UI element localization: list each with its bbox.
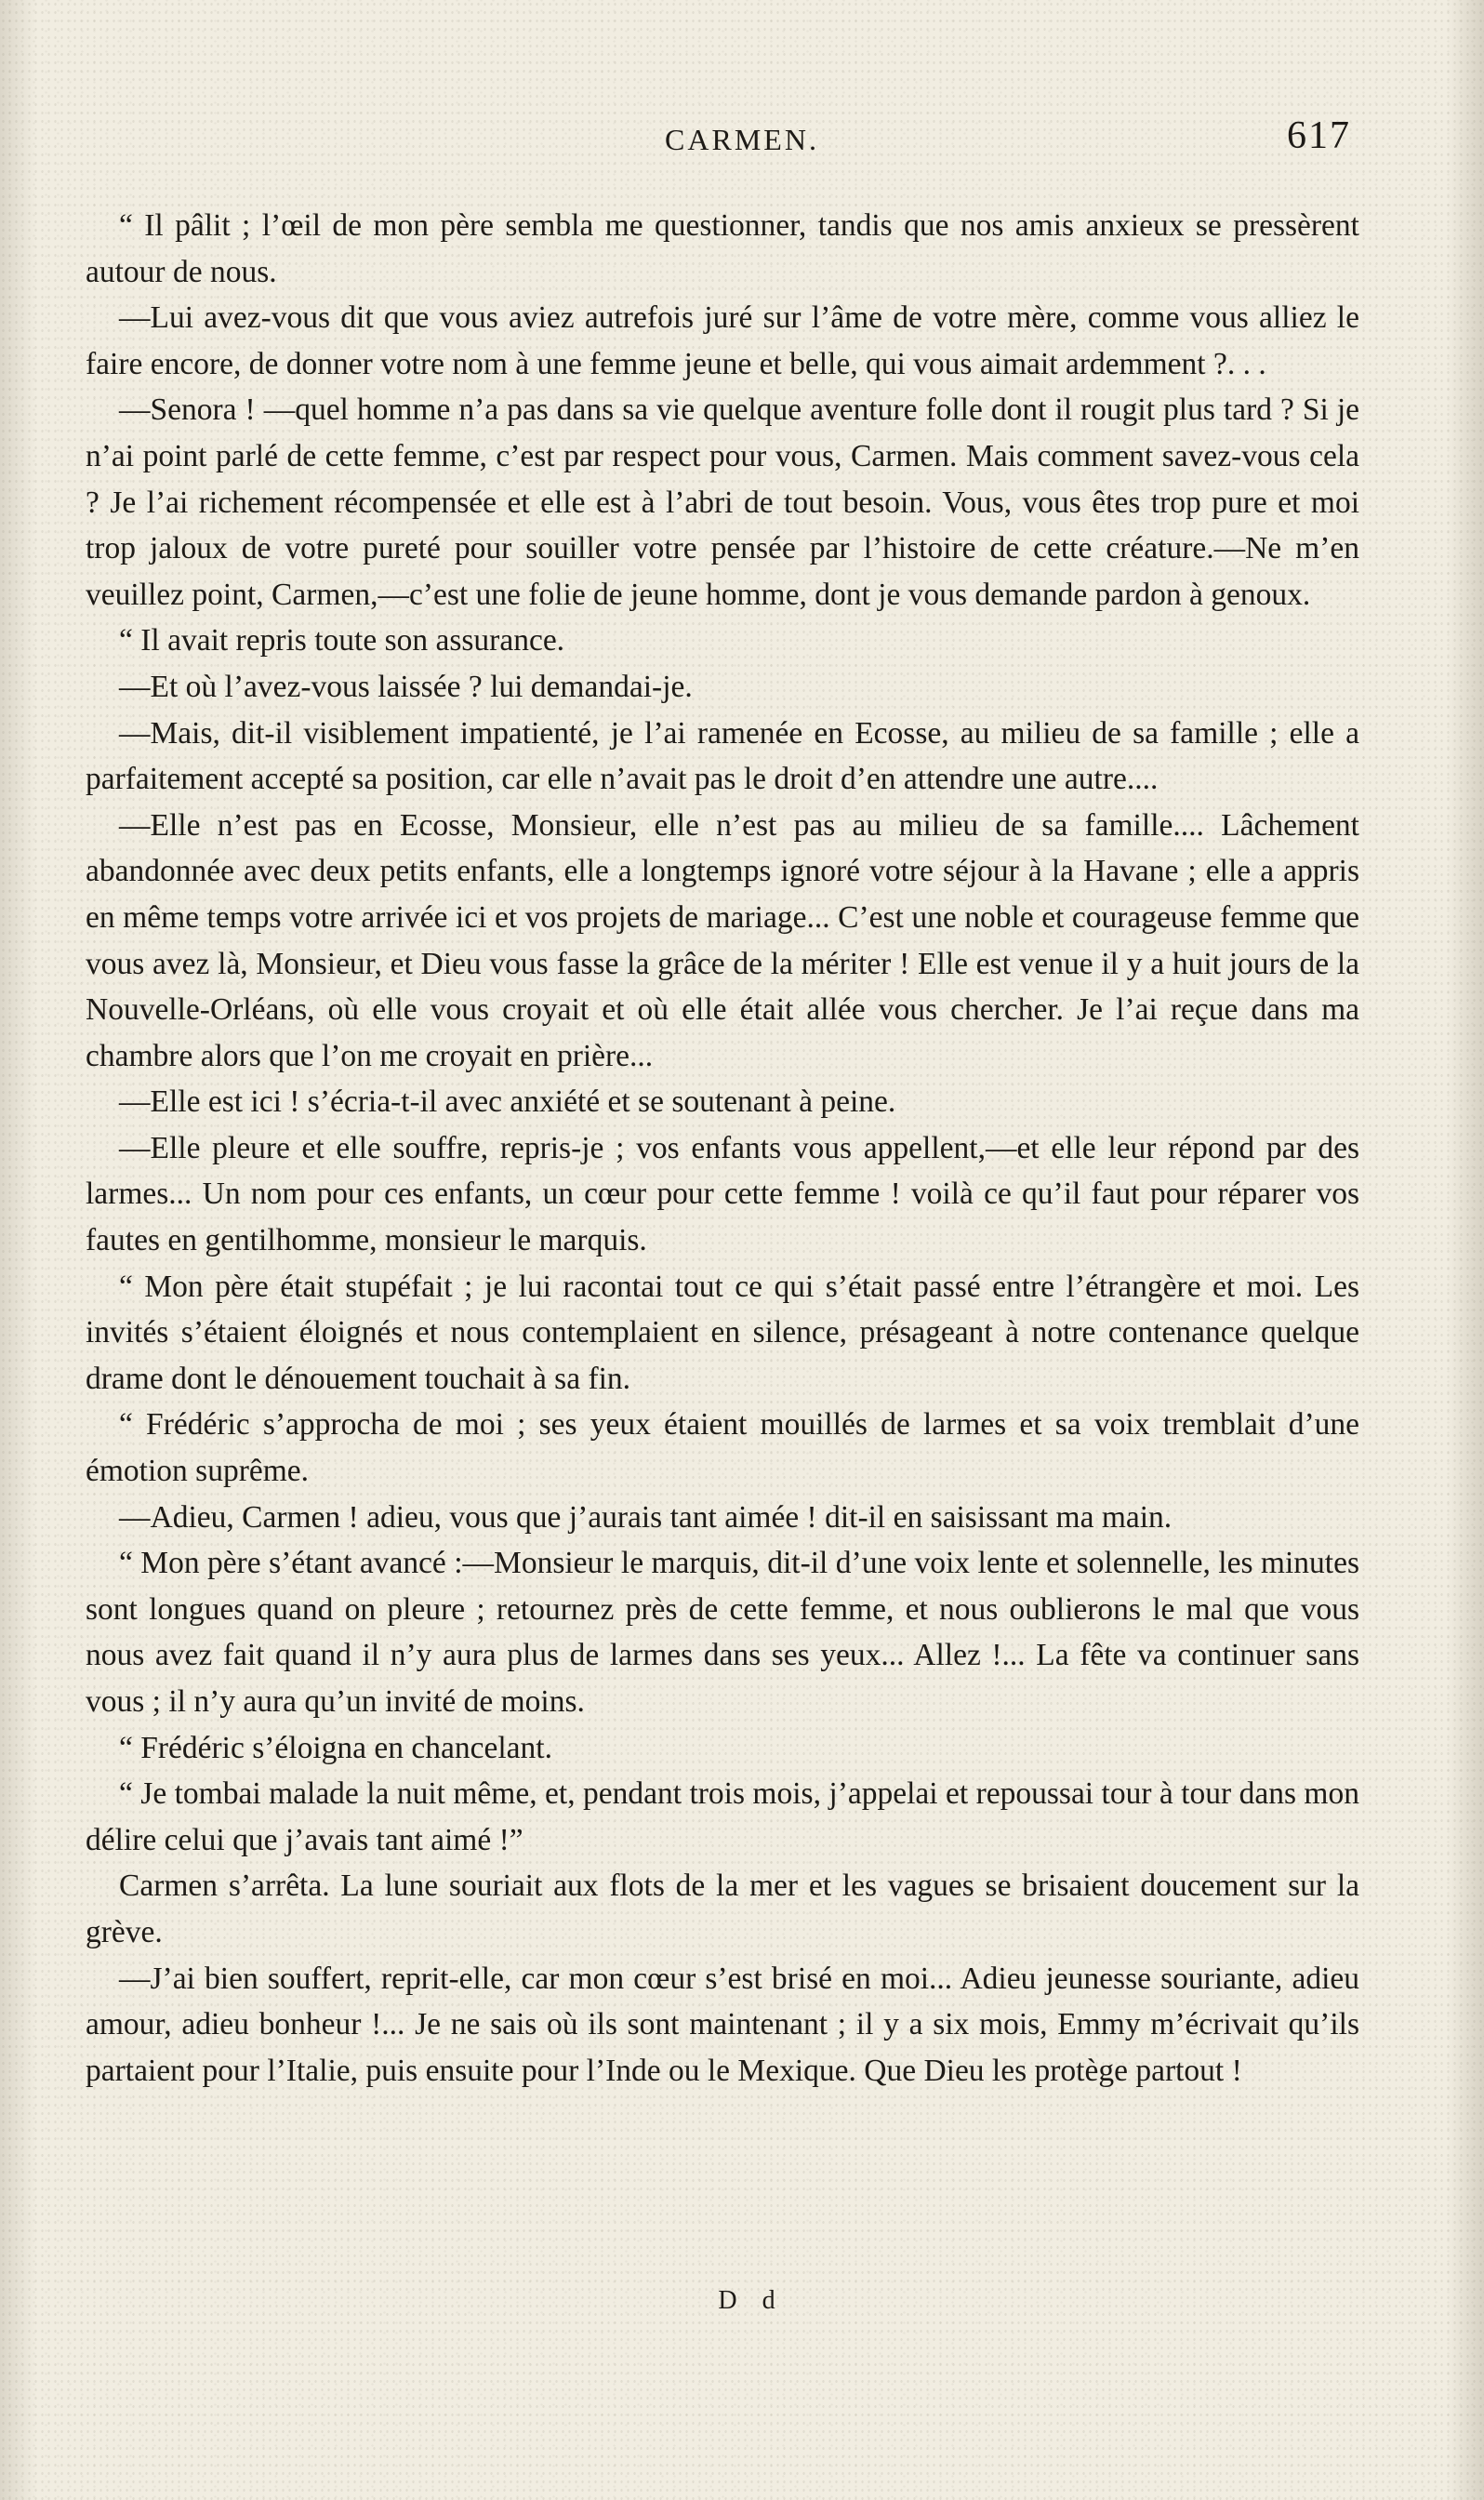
paragraph: —Elle pleure et elle souffre, repris-je ; vos enfants vous appellent,—et elle leur répond par des larmes... Un nom pour ces enfants, un cœur pour cette femme ! voilà ce qu’il faut pour réparer vos fautes en gentilhomme, monsieur le marquis. xyxy=(86,1130,1359,1258)
page-number: 617 xyxy=(1287,114,1351,157)
paragraph: —Mais, dit-il visiblement impatienté, je l’ai ramenée en Ecosse, au milieu de sa famille ; elle a parfaitement accepté sa position, car elle n’avait pas le droit d’en attendre une autre.... xyxy=(86,715,1359,797)
page-edge-shadow-right xyxy=(1447,0,1484,2500)
paragraph: —Adieu, Carmen ! adieu, vous que j’aurais tant aimée ! dit-il en saisissant ma main. xyxy=(119,1499,1173,1535)
signature-mark: D d xyxy=(718,2286,785,2315)
paragraph: —Et où l’avez-vous laissée ? lui demandai-je. xyxy=(119,669,693,704)
page-edge-shadow-left xyxy=(0,0,37,2500)
paragraph: “ Mon père était stupéfait ; je lui racontai tout ce qui s’était passé entre l’étrangère et moi. Les invités s’étaient éloignés et nous contemplaient en silence, présageant à notre contenance quelque drame dont le dénouement touchait à sa fin. xyxy=(86,1269,1359,1396)
paragraph: —Lui avez-vous dit que vous aviez autrefois juré sur l’âme de votre mère, comme vous alliez le faire encore, de donner votre nom à une femme jeune et belle, qui vous aimait ardemment ?. . . xyxy=(86,300,1359,381)
running-title: CARMEN. xyxy=(665,123,819,156)
paragraph: Carmen s’arrêta. La lune souriait aux flots de la mer et les vagues se brisaient doucement sur la grève. xyxy=(86,1868,1359,1949)
paragraph: —Elle est ici ! s’écria-t-il avec anxiété et se soutenant à peine. xyxy=(119,1084,896,1120)
body-text xyxy=(86,203,1359,2094)
paragraph: “ Frédéric s’approcha de moi ; ses yeux étaient mouillés de larmes et sa voix tremblait d’une émotion suprême. xyxy=(86,1407,1359,1489)
paragraph: —Senora ! —quel homme n’a pas dans sa vie quelque aventure folle dont il rougit plus tard ? Si je n’ai point parlé de cette femme, c’est par respect pour vous, Carmen. Mais comment savez-vous cela ? Je l’ai richement récompensée et elle est à l’abri de tout besoin. Vous, vous êtes trop pure et moi trop jaloux de votre pureté pour souiller votre pensée par l’histoire de cette créature.—Ne m’en veuillez point, Carmen,—c’est une folie de jeune homme, dont je vous demande pardon à genoux. xyxy=(86,392,1359,612)
paragraph: “ Mon père s’étant avancé :—Monsieur le marquis, dit-il d’une voix lente et solennelle, les minutes sont longues quand on pleure ; retournez près de cette femme, et nous oublierons le mal que vous nous avez fait quand il n’y aura plus de larmes dans ses yeux... Allez !... La fête va continuer sans vous ; il n’y aura qu’un invité de moins. xyxy=(86,1546,1359,1719)
paragraph: —Elle n’est pas en Ecosse, Monsieur, elle n’est pas au milieu de sa famille.... Lâchement abandonnée avec deux petits enfants, elle a longtemps ignoré votre séjour à la Havane ; elle a appris en même temps votre arrivée ici et vos projets de mariage... C’est une noble et courageuse femme que vous avez là, Monsieur, et Dieu vous fasse la grâce de la mériter ! Elle est venue il y a huit jours de la Nouvelle-Orléans, où elle vous croyait et où elle était allée vous chercher. Je l’ai reçue dans ma chambre alors que l’on me croyait en prière... xyxy=(86,807,1359,1073)
paragraph: —J’ai bien souffert, reprit-elle, car mon cœur s’est brisé en moi... Adieu jeunesse souriante, adieu amour, adieu bonheur !... Je ne sais où ils sont maintenant ; il y a six mois, Emmy m’écrivait qu’ils partaient pour l’Italie, puis ensuite pour l’Inde ou le Mexique. Que Dieu les protège partout ! xyxy=(86,1961,1359,2088)
paragraph: “ Frédéric s’éloigna en chancelant. xyxy=(119,1730,552,1765)
paragraph: “ Il pâlit ; l’œil de mon père sembla me questionner, tandis que nos amis anxieux se pressèrent autour de nous. xyxy=(86,208,1359,289)
paragraph: “ Il avait repris toute son assurance. xyxy=(119,623,565,658)
paragraph: “ Je tombai malade la nuit même, et, pendant trois mois, j’appelai et repoussai tour à tour dans mon délire celui que j’avais tant aimé !” xyxy=(86,1776,1359,1857)
